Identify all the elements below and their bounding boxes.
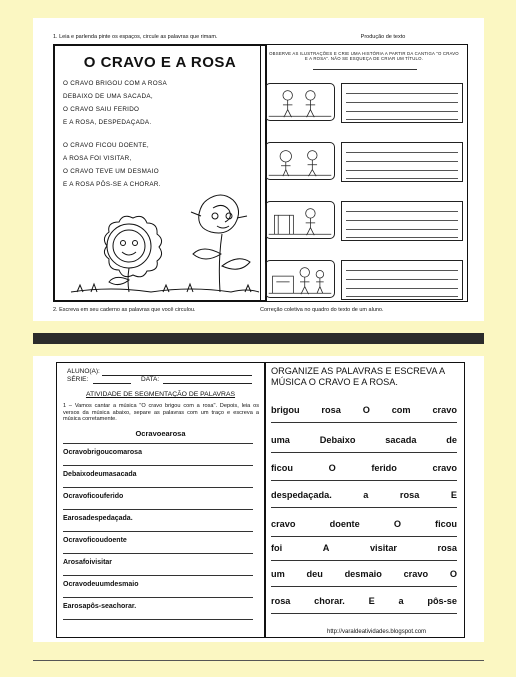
- segment-text: Ocravodeuumdesmaio: [63, 581, 139, 588]
- writing-lines: [341, 142, 463, 182]
- worksheet-instruction: 1 – Vamos cantar a música "O cravo brigou com a rosa". Depois, leia os versos da música abaixo, separe as palavras com um traço e escreva a música corretamente.: [63, 403, 259, 423]
- data-field[interactable]: [163, 383, 252, 384]
- worksheet-box: [56, 362, 465, 638]
- segment-text: Earosadespedaçada.: [63, 515, 133, 522]
- answer-line[interactable]: [271, 422, 457, 423]
- poem-line: E A ROSA, DESPEDAÇADA.: [63, 119, 152, 126]
- answer-line[interactable]: [63, 575, 253, 576]
- poem-line: O CRAVO BRIGOU COM A ROSA: [63, 80, 167, 87]
- word-chip: brigou: [271, 405, 300, 415]
- answer-line[interactable]: [63, 619, 253, 620]
- organize-title: ORGANIZE AS PALAVRAS E ESCREVA A MÚSICA O CRAVO E A ROSA.: [271, 366, 445, 387]
- serie-field[interactable]: [93, 383, 131, 384]
- production-instruction: OBSERVE AS ILUSTRAÇÕES E CRIE UMA HISTÓRIA A PARTIR DA CANTIGA "O CRAVO E A ROSA". NÃO SE ESQUEÇA DE CRIAR UM TÍTULO.: [269, 51, 459, 62]
- word-chip: rosa: [321, 405, 341, 415]
- writing-lines: [341, 201, 463, 241]
- word-chip: pôs-se: [427, 596, 457, 606]
- answer-line[interactable]: [63, 531, 253, 532]
- poem-line: O CRAVO TEVE UM DESMAIO: [63, 168, 159, 175]
- source-url: http://varaldeatividades.blogspot.com: [327, 629, 427, 635]
- word-chip: O: [449, 569, 457, 579]
- segment-text: Ocravobrigoucomarosa: [63, 449, 142, 456]
- production-title: Produção de texto: [360, 34, 406, 40]
- poem-line: O CRAVO FICOU DOENTE,: [63, 142, 149, 149]
- bottom-rule: [33, 660, 484, 661]
- illustration-panel: [265, 83, 335, 121]
- word-chip: a: [363, 490, 369, 500]
- segment-text: Ocravoficouferido: [63, 493, 124, 500]
- word-chip: desmaio: [344, 569, 382, 579]
- example-word: Ocravoearosa: [135, 429, 186, 438]
- word-chip: rosa: [399, 490, 420, 500]
- segment-text: Earosapôs-seachorar.: [63, 603, 137, 610]
- column-divider: [264, 363, 266, 637]
- word-chip: E: [368, 596, 375, 606]
- word-chip: chorar.: [314, 596, 345, 606]
- illustration-panel: [265, 260, 335, 298]
- word-row: [271, 569, 457, 579]
- flowers-illustration: [67, 188, 261, 296]
- poem-instruction: 1. Leia e parlenda pinte os espaços, circule as palavras que rimam.: [53, 34, 218, 40]
- answer-line[interactable]: [271, 452, 457, 453]
- word-chip: ficou: [435, 519, 457, 529]
- word-chip: cravo: [271, 519, 296, 529]
- answer-line[interactable]: [63, 487, 253, 488]
- poem-line: E A ROSA PÔS-SE A CHORAR.: [63, 181, 161, 188]
- word-chip: doente: [329, 519, 360, 529]
- answer-line[interactable]: [63, 553, 253, 554]
- poem-title: O CRAVO E A ROSA: [83, 54, 237, 71]
- word-chip: foi: [271, 543, 283, 553]
- word-chip: cravo: [403, 569, 429, 579]
- word-chip: O: [393, 519, 401, 529]
- word-chip: sacada: [385, 435, 417, 445]
- word-row: [271, 596, 457, 606]
- writing-lines: [341, 260, 463, 300]
- illustration-panel: [265, 201, 335, 239]
- word-chip: um: [271, 569, 285, 579]
- word-chip: a: [398, 596, 404, 606]
- segment-text: Arosafoivisitar: [63, 559, 113, 566]
- illustration-panel: [265, 142, 335, 180]
- word-chip: despedaçada.: [271, 490, 332, 500]
- word-chip: A: [322, 543, 330, 553]
- top-worksheet: [33, 18, 484, 321]
- word-chip: com: [391, 405, 411, 415]
- word-chip: uma: [271, 435, 290, 445]
- word-chip: visitar: [369, 543, 398, 553]
- answer-line[interactable]: [271, 586, 457, 587]
- aluno-field[interactable]: [102, 375, 252, 376]
- word-row: [271, 435, 457, 445]
- word-row: [271, 463, 457, 473]
- poem-line: DEBAIXO DE UMA SACADA,: [63, 93, 153, 100]
- production-box: [260, 44, 468, 302]
- word-chip: rosa: [437, 543, 457, 553]
- answer-line[interactable]: [271, 480, 457, 481]
- aluno-label: ALUNO(A):: [67, 368, 100, 375]
- poem-footer: 2. Escreva em seu caderno as palavras que você circulou.: [53, 307, 196, 313]
- answer-line[interactable]: [63, 443, 253, 444]
- answer-line[interactable]: [63, 465, 253, 466]
- word-chip: cravo: [432, 463, 457, 473]
- bottom-worksheet: [33, 356, 484, 642]
- title-line: [313, 69, 417, 70]
- word-chip: O: [328, 463, 336, 473]
- divider-band: [33, 333, 484, 344]
- word-chip: de: [446, 435, 457, 445]
- word-chip: ficou: [271, 463, 293, 473]
- production-footer: Correção coletiva no quadro do texto de um aluno.: [260, 307, 384, 313]
- segment-text: Debaixodeumasacada: [63, 471, 137, 478]
- word-row: [271, 405, 457, 415]
- word-chip: rosa: [271, 596, 291, 606]
- poem-line: O CRAVO SAIU FERIDO: [63, 106, 140, 113]
- word-chip: O: [362, 405, 370, 415]
- worksheet-title: ATIVIDADE DE SEGMENTAÇÃO DE PALAVRAS: [85, 391, 236, 398]
- word-chip: Debaixo: [319, 435, 356, 445]
- answer-line[interactable]: [271, 613, 457, 614]
- word-chip: cravo: [432, 405, 457, 415]
- segment-text: Ocravoficoudoente: [63, 537, 127, 544]
- word-chip: deu: [306, 569, 323, 579]
- answer-line[interactable]: [271, 507, 457, 508]
- word-row: [271, 543, 457, 553]
- serie-label: SÉRIE:: [67, 376, 89, 383]
- data-label: DATA:: [141, 376, 160, 383]
- writing-lines: [341, 83, 463, 123]
- word-row: [271, 519, 457, 529]
- answer-line[interactable]: [271, 536, 457, 537]
- answer-line[interactable]: [63, 597, 253, 598]
- answer-line[interactable]: [271, 560, 457, 561]
- poem-line: A ROSA FOI VISITAR,: [63, 155, 132, 162]
- word-chip: E: [450, 490, 457, 500]
- answer-line[interactable]: [63, 509, 253, 510]
- word-row: [271, 490, 457, 500]
- word-chip: ferido: [371, 463, 397, 473]
- poem-box: [53, 44, 267, 302]
